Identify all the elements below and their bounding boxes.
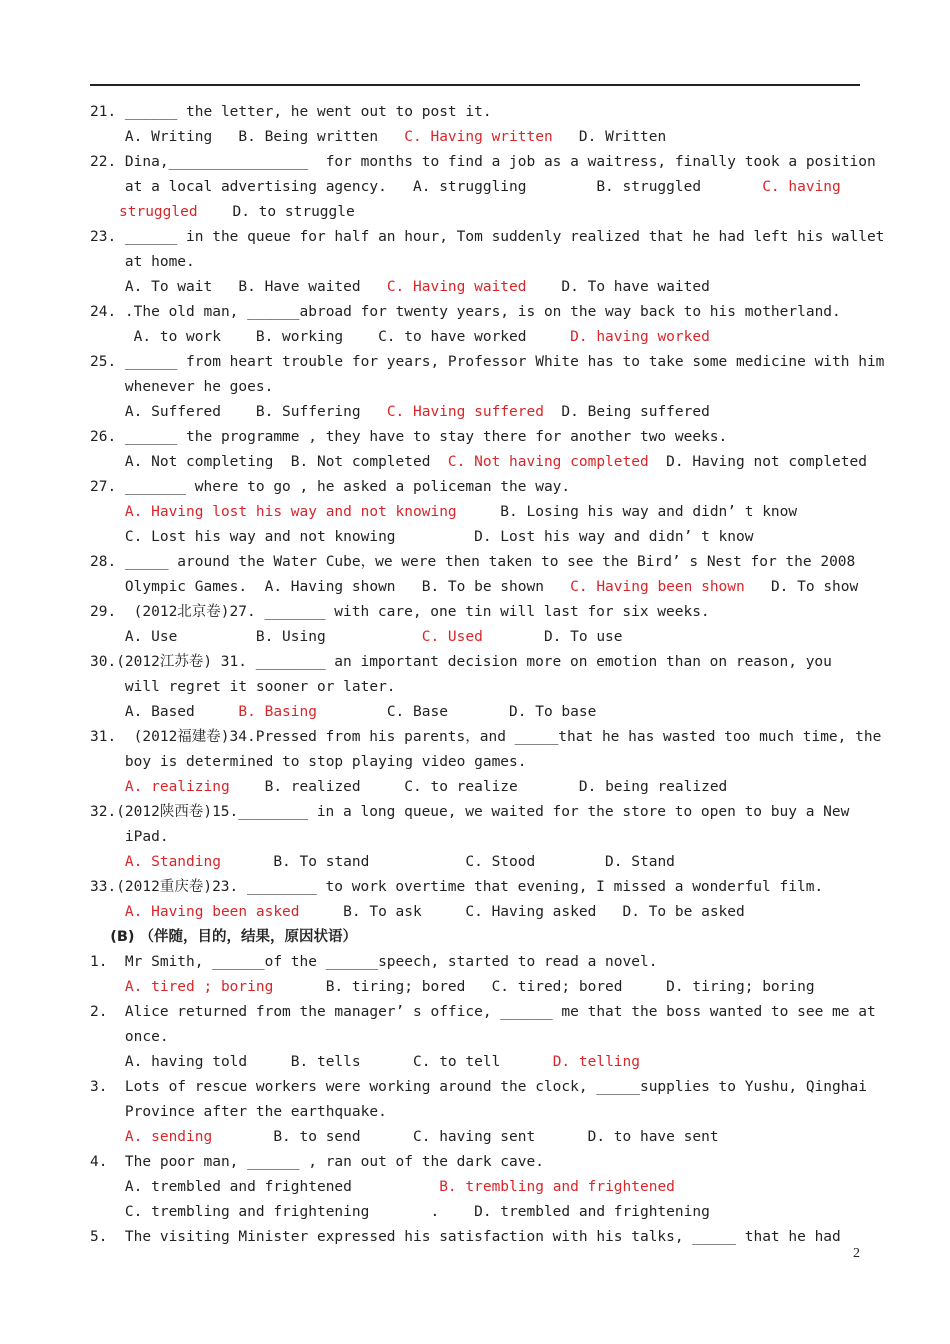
question-27: 27. _______ where to go , he asked a policeman the way. [90, 479, 571, 495]
answer-31: A. realizing [90, 779, 230, 795]
b-answer-3: A. sending [90, 1129, 213, 1145]
question-23-cont: at home. [90, 254, 195, 270]
question-30-options: A. Based B. Basing C. Base D. To base [90, 704, 597, 720]
answer-28: C. Having been shown [570, 579, 745, 595]
b-question-4: 4. The poor man, ______ , ran out of the dark cave. [90, 1154, 544, 1170]
question-29: 29. (2012北京卷)27. _______ with care, one tin will last for six weeks. [90, 604, 710, 620]
question-32: 32.(2012陕西卷)15.________ in a long queue, we waited for the store to open to buy a New [90, 804, 850, 820]
answer-32: A. Standing [90, 854, 221, 870]
question-26-options: A. Not completing B. Not completed C. Not having completed D. Having not completed [90, 454, 867, 470]
b-question-1: 1. Mr Smith, ______of the ______speech, started to read a novel. [90, 954, 658, 970]
answer-33: A. Having been asked [90, 904, 300, 920]
question-31: 31. (2012福建卷)34.Pressed from his parents，and _____that he has wasted too much time, the [90, 729, 882, 745]
b-question-2: 2. Alice returned from the manager’ s office, ______ me that the boss wanted to see me at [90, 1004, 876, 1020]
question-25-cont: whenever he goes. [90, 379, 274, 395]
question-23-options: A. To wait B. Have waited C. Having waited D. To have waited [90, 279, 710, 295]
answer-23: C. Having waited [386, 279, 527, 295]
answer-22: C. having [762, 179, 841, 195]
question-28-options: Olympic Games. A. Having shown B. To be shown C. Having been shown D. To show [90, 579, 859, 595]
question-30-cont: will regret it sooner or later. [90, 679, 396, 695]
section-b-heading: (B) （伴随，目的，结果，原因状语） [90, 929, 358, 945]
question-33: 33.(2012重庆卷)23. ________ to work overtime that evening, I missed a wonderful film. [90, 879, 824, 895]
b-question-2-cont: once. [90, 1029, 169, 1045]
question-25-options: A. Suffered B. Suffering C. Having suffered D. Being suffered [90, 404, 710, 420]
b-question-3: 3. Lots of rescue workers were working around the clock, _____supplies to Yushu, Qinghai [90, 1079, 867, 1095]
question-31-cont: boy is determined to stop playing video games. [90, 754, 527, 770]
question-22: 22. Dina,________________ for months to find a job as a waitress, finally took a position [90, 154, 876, 170]
b-answer-1: A. tired ; boring [90, 979, 274, 995]
page-number: 2 [853, 1246, 860, 1261]
question-22-cont: at a local advertising agency. A. struggling B. struggled C. having [90, 179, 841, 195]
b-question-5: 5. The visiting Minister expressed his satisfaction with his talks, _____ that he had [90, 1229, 841, 1245]
b-question-3-cont: Province after the earthquake. [90, 1104, 387, 1120]
question-25: 25. ______ from heart trouble for years, Professor White has to take some medicine with him [90, 354, 885, 370]
b-question-2-options: A. having told B. tells C. to tell D. telling [90, 1054, 640, 1070]
question-23: 23. ______ in the queue for half an hour, Tom suddenly realized that he had left his wallet [90, 229, 885, 245]
answer-25: C. Having suffered [386, 404, 544, 420]
question-27-options-c: C. Lost his way and not knowing D. Lost his way and didn’ t know [90, 529, 754, 545]
answer-29: C. Used [421, 629, 483, 645]
question-26: 26. ______ the programme , they have to stay there for another two weeks. [90, 429, 728, 445]
question-28: 28. _____ around the Water Cube，we were then taken to see the Bird’ s Nest for the 2008 [90, 554, 856, 570]
question-27-options-a: A. Having lost his way and not knowing B. Losing his way and didn’ t know [90, 504, 798, 520]
b-answer-4: B. trembling and frightened [439, 1179, 675, 1195]
question-33-options: A. Having been asked B. To ask C. Having asked D. To be asked [90, 904, 745, 920]
b-answer-2: D. telling [552, 1054, 640, 1070]
question-29-options: A. Use B. Using C. Used D. To use [90, 629, 623, 645]
answer-27: A. Having lost his way and not knowing [90, 504, 457, 520]
question-21: 21. ______ the letter, he went out to post it. [90, 104, 492, 120]
b-question-3-options: A. sending B. to send C. having sent D. to have sent [90, 1129, 719, 1145]
b-question-4-options-c: C. trembling and frightening . D. trembled and frightening [90, 1204, 710, 1220]
question-31-options: A. realizing B. realized C. to realize D. being realized [90, 779, 728, 795]
answer-30: B. Basing [238, 704, 317, 720]
answer-21: C. Having written [404, 129, 553, 145]
question-32-cont: iPad. [90, 829, 169, 845]
question-21-options: A. Writing B. Being written C. Having written D. Written [90, 129, 667, 145]
b-question-1-options: A. tired ; boring B. tiring; bored C. tired; bored D. tiring; boring [90, 979, 815, 995]
answer-24: D. having worked [570, 329, 710, 345]
question-32-options: A. Standing B. To stand C. Stood D. Stand [90, 854, 675, 870]
answer-26: C. Not having completed [447, 454, 649, 470]
b-question-4-options-a: A. trembled and frightened B. trembling and frightened [90, 1179, 675, 1195]
question-24: 24. .The old man, ______abroad for twenty years, is on the way back to his motherland. [90, 304, 841, 320]
question-24-options: A. to work B. working C. to have worked D. having worked [90, 329, 710, 345]
question-30: 30.(2012江苏卷) 31. ________ an important decision more on emotion than on reason, you [90, 654, 832, 670]
question-22-options: struggled D. to struggle [90, 200, 860, 225]
header-rule [90, 84, 860, 86]
answer-22-cont: struggled [119, 204, 198, 220]
